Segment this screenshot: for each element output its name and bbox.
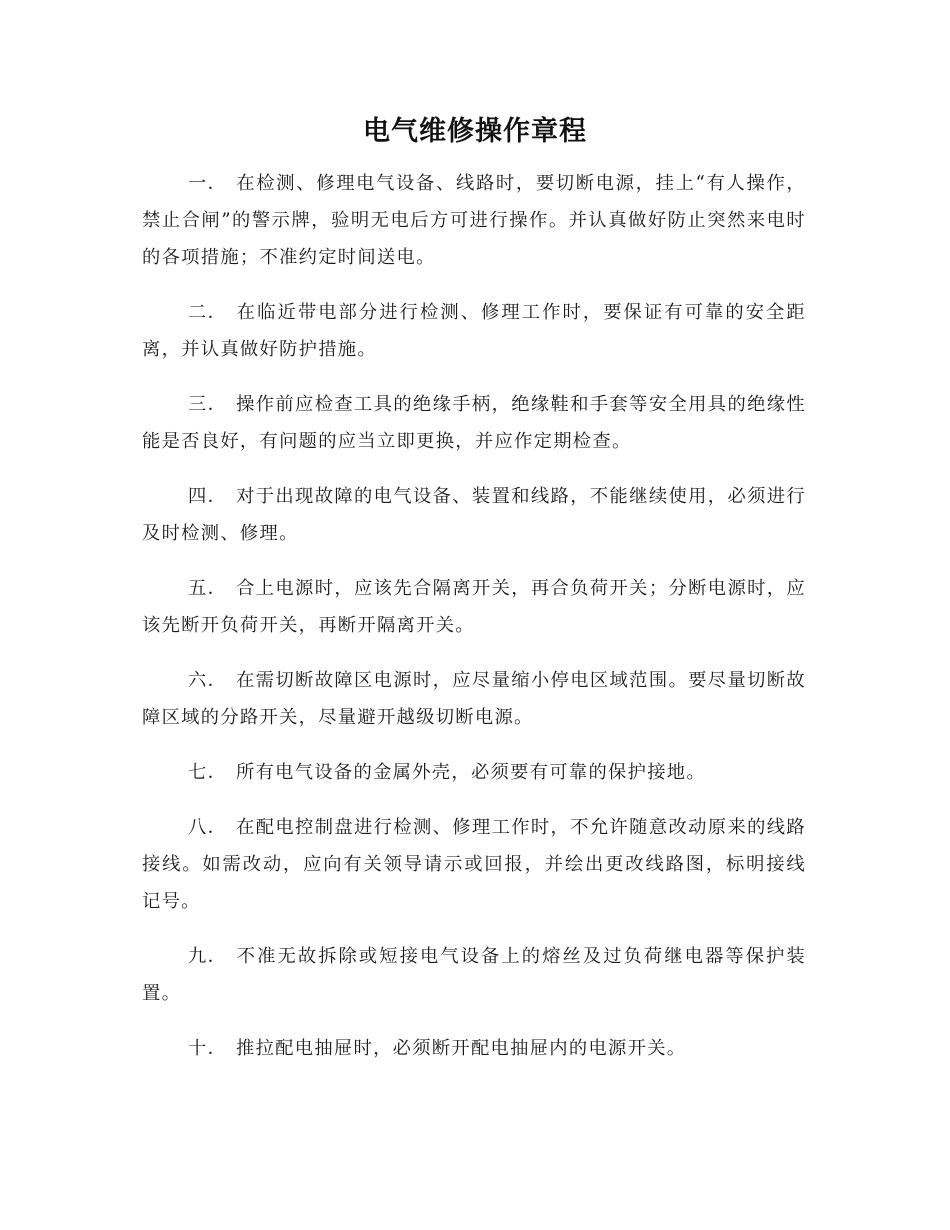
paragraph [142,570,806,644]
paragraph-number: 五． [188,578,228,599]
paragraph-number: 二． [188,302,228,323]
paragraph-text: 操作前应检查工具的绝缘手柄，绝缘鞋和手套等安全用具的绝缘性能是否良好，有问题的应当立即更换，并应作定期检查。 [142,394,806,452]
paragraph-text: 不准无故拆除或短接电气设备上的熔丝及过负荷继电器等保护装置。 [142,946,806,1004]
paragraph-text: 在临近带电部分进行检测、修理工作时，要保证有可靠的安全距离，并认真做好防护措施。 [142,302,806,360]
paragraph-text: 在检测、修理电气设备、线路时，要切断电源，挂上“有人操作，禁止合闸”的警示牌，验明无电后方可进行操作。并认真做好防止突然来电时的各项措施；不准约定时间送电。 [142,173,806,268]
paragraph-number: 三． [188,394,228,415]
paragraph-text: 所有电气设备的金属外壳，必须要有可靠的保护接地。 [236,762,706,783]
paragraph-text: 对于出现故障的电气设备、装置和线路，不能继续使用，必须进行及时检测、修理。 [142,486,806,544]
paragraph [142,754,806,791]
paragraph-text: 推拉配电抽屉时，必须断开配电抽屉内的电源开关。 [236,1038,687,1059]
paragraph [142,809,806,920]
paragraph-number: 八． [188,817,228,838]
paragraph [142,294,806,368]
paragraph [142,386,806,460]
paragraph [142,1030,806,1067]
paragraph [142,938,806,1012]
paragraph-number: 六． [188,670,228,691]
paragraph-number: 四． [188,486,228,507]
document-body [142,165,806,1085]
paragraph-number: 七． [188,762,228,783]
paragraph-number: 九． [188,946,228,967]
paragraph-text: 在需切断故障区电源时，应尽量缩小停电区域范围。要尽量切断故障区域的分路开关，尽量避开越级切断电源。 [142,670,806,728]
paragraph [142,165,806,276]
paragraph [142,478,806,552]
paragraph-text: 合上电源时，应该先合隔离开关，再合负荷开关；分断电源时，应该先断开负荷开关，再断开隔离开关。 [142,578,806,636]
paragraph-number: 十． [188,1038,228,1059]
paragraph-number: 一． [188,173,228,194]
paragraph [142,662,806,736]
paragraph-text: 在配电控制盘进行检测、修理工作时，不允许随意改动原来的线路接线。如需改动，应向有关领导请示或回报，并绘出更改线路图，标明接线记号。 [142,817,806,912]
document-title: 电气维修操作章程 [363,116,587,147]
